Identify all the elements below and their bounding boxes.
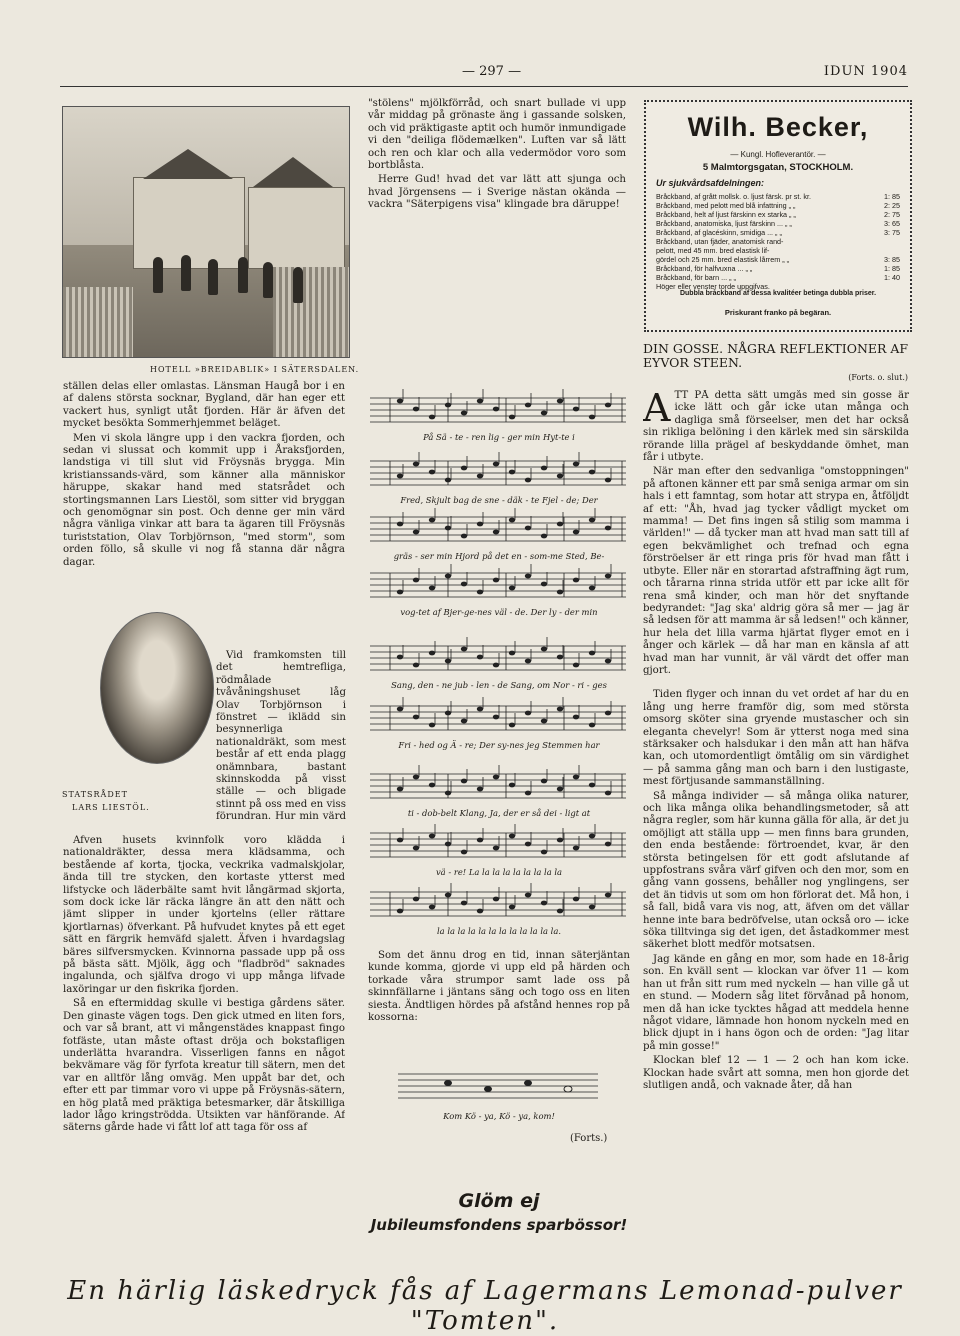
ad-row-price: 2: 25 — [884, 201, 900, 210]
hotel-photo — [62, 106, 350, 358]
paragraph: Herre Gud! hvad det var lätt att sjunga och hvad Jörgensens — i Sverige nästan okända — vackra "Säterpigens visa" klingade bra däruppe! — [368, 174, 626, 211]
ad-title: Wilh. Becker, — [687, 112, 869, 142]
ad-row — [656, 264, 900, 273]
paragraph: Så många individer — så många olika naturer, och lika många olika behandlingsmetoder, så att några regler, som här kunna gälla för alla, är det ju omöjligt att ställa upp — men finns bara grunden, den enda bestående: förtroendet, kvar, är den största betingelsen för ett godt afslutande af uppfostrans svåra värf gifven och den mor, som en gång vann gossens, behåller nog ynglingens, ser det än tidvis ut som om hon förlorat det. Må hon, i så fall, bidå vara vis nog, att, äfven om det vällar henne inte bara bedröfvelse, utan också oro — icke söka tilltvinga sig det igen, det åstadkommer mest säkerhet blott medför motsatsen. — [643, 790, 909, 951]
ad-row — [656, 201, 900, 210]
paragraph: "stölens" mjölkförråd, och snart bullade vi upp vår middag på grönaste äng i gassande solsken, och vid präktigaste aptit och humör inmundigade vi den "deiliga flödemælken". Luften var så lätt och ren och klar och alla vedermödor voro som bortblåsta. — [368, 98, 626, 172]
column-1-bottom — [63, 835, 345, 1255]
photo-roof-left — [143, 149, 233, 179]
column-1-wrap — [216, 650, 346, 822]
music-lyric: Fri - hed og Ä - re; Der sy-nes jeg Stemmen har — [398, 740, 600, 750]
ad-row-text: Bråckband, helt af ljust färskinn ex starka „ „ — [656, 210, 796, 219]
ad-row-price: 3: 75 — [884, 228, 900, 237]
issue-label: IDUN 1904 — [823, 64, 908, 79]
glom-ej-notice — [368, 1190, 630, 1234]
music-lyric: ti - dob-belt Klang, Ja, der er så dei - ligt at — [407, 808, 591, 818]
ad-row-text: gördel och 25 mm. bred elastisk lårrem „ „ — [656, 255, 790, 264]
photo-fence-left — [63, 287, 133, 357]
page-header — [0, 64, 960, 84]
becker-advertisement — [644, 100, 912, 332]
page-number: — 297 — — [462, 64, 522, 79]
column-1-top — [63, 381, 345, 571]
dropcap: A — [643, 390, 671, 430]
paragraph: Vid framkomsten till det hemtrefliga, rödmålade tvåvåningshuset låg Olav Torbjörnson i fönstret — iklädd sin besynnerliga nationaldräkt, som mest består af ett enda plagg onämnbara, bastant skinnskodda på visst ställe — och bligade stinnt på oss med en viss förundran. Hur min värd — [216, 650, 346, 822]
ad-row-text: Bråckband, utan fjäder, anatomisk rand- — [656, 237, 784, 246]
music-lyric: Fred, Skjult bag de sne - däk - te Fjel - de; Der — [400, 495, 598, 505]
music-lyric: På Sä - te - ren lig - ger min Hyt-te i — [423, 432, 575, 442]
ad-row-text: Bråckband, för halfvuxna ... „ „ — [656, 264, 753, 273]
ad-row-price: 3: 85 — [884, 255, 900, 264]
paragraph: Så en eftermiddag skulle vi bestiga gårdens säter. Den ginaste vägen togs. Den gick utmed en liten fors, och var så brant, att vi mångenstädes knappast fingo fotfäste, utan måste oftast dröja och bokstafligen underlätta hvarandra. Visserligen fanns en något bekvämare väg för fyrfota kreatur till sätern, men det var en alltför lång omväg. Men uppåt bar det, och efter ett par timmar voro vi uppe på Fröysnäs-sätern, en hög platå med präktiga betesmarker, där åtskilliga lador lågo kringströdda. Utsikten var hänförande. Af säterns gårde hade vi fått lof att taga för oss af — [63, 998, 345, 1134]
ad-row — [656, 219, 900, 228]
portrait-caption-2: LARS LIESTÖL. — [72, 803, 150, 812]
ad-note: Dubbla bråckband af dessa kvalitéer betinga dubbla priser. — [679, 290, 877, 297]
paragraph: Äfven husets kvinnfolk voro klädda i nationaldräkter, dessa mera klädsamma, och bestående af korta, tjocka, veckrika vadmalskjolar, ända till tre stycken, den kortaste ytterst med lifstycke och läderbälte samt hvit långärmad skjorta, som dock icke lär räcka längre än att den nätt och jämt slipper in under kjortelns (eller rättare kjortlarnas) öfverkant. På hufvudet knytes på ett eget sätt en färgrik hemväfd sjalett. Äfven i hvardagslag bäres silfversmycken. Kvinnorna passade upp på oss på bästa sätt. Mjölk, ägg och "fladbröd" saknades ingalunda, och själfva drogo vi upp många lifvade laxöringar ur den fiskrika fjorden. — [63, 835, 345, 995]
photo-person — [238, 257, 248, 293]
ad-row-text: Bråckband, med pelott med blå infattning „ „ — [656, 201, 796, 210]
article-headline: DIN GOSSE. NÅGRA REFLEKTIONER AF EYVOR STEEN. — [643, 341, 909, 370]
photo-caption: HOTELL »BREIDABLIK» I SÄTERSDALEN. — [150, 365, 360, 374]
photo-person — [263, 262, 273, 298]
photo-fence-right — [273, 267, 349, 357]
call-lyric: Kom Kö - ya, Kö - ya, kom! — [443, 1111, 555, 1121]
ad-row-text: Bråckband, för barn ... „ „ — [656, 273, 736, 282]
lemonade-footer-ad: En härlig läskedryck fås af Lagermans Lemonad-pulver "Tomten". — [67, 1276, 903, 1336]
paragraph: Som det ännu drog en tid, innan säterjäntan kunde komma, gjorde vi upp eld på härden och torkade våra strumpor samt lade oss på skinnfällarne i jäntans säng och togo oss en liten siesta. Ändtligen hördes på afstånd hennes rop på kossorna: — [368, 950, 630, 1024]
ad-row — [656, 237, 900, 246]
paragraph: Klockan blef 12 — 1 — 2 och han kom icke. Klockan hade svårt att somna, men hon gjorde det slutligen andå, och vaknade åter, då han — [643, 1055, 909, 1091]
photo-house-right — [248, 187, 345, 269]
header-rule — [60, 86, 908, 87]
ad-row — [656, 210, 900, 219]
glom-line-1: Glöm ej — [458, 1190, 540, 1212]
ad-pricelist: Priskurant franko på begäran. — [724, 308, 832, 317]
photo-person — [293, 267, 303, 303]
column-3-body — [643, 390, 909, 1260]
paragraph: Tiden flyger och innan du vet ordet af har du en lång ung herre framför dig, som med största omsorg sköter sina gryende mustascher och sin eleganta chevelyr! Som är ytterst noga med sina stärksaker och halsdukar i den mån att han häfva kan, och utomordentligt ömtålig om sin värdighet — på samma gång man och barn i den lustigaste, mest förtjusande sammanställning. — [643, 689, 909, 788]
photo-person — [153, 257, 163, 293]
ad-row-price: 3: 65 — [884, 219, 900, 228]
paragraph: När man efter den sedvanliga "omstoppningen" på aftonen känner ett par små seniga armar om sin hals i ett famntag, som hotar att strypa en, åtföljdt af ett: "Åh, hvad jag tycker vådligt mycket om mamma! — Det fins ingen så stilig som mamma i världen!" — då tycker man att hvad man satt till af egen bekvämlighet och trefnad och egna förströelser är ett ringa pris för hvad man fått i utbyte. Eller när en storartad afstraffning ägt rum, och tårarna rinna strida utför ett par icke allt för rena små kinder, och man hör det snyftande bedyrandet: "Jag ska' aldrig göra så mer — jag är så ledsen för att mamma är så ledsen!" och känner, hur hela det lilla varma hjärtat flyger emot en i ånger och kärlek — då har man en känsla af att hvad man har vunnit, är väl värdt det offer man gjort. — [643, 466, 909, 676]
music-lyric: vog-tet af Bjer-ge-nes väl - de. Der ly - der min — [400, 607, 598, 617]
ad-row — [656, 246, 900, 255]
forts-label: (Forts.) — [570, 1133, 608, 1144]
paragraph: Men vi skola längre upp i den vackra fjorden, och sedan vi slussat och kommit upp i Åraksfjorden, landstiga vi till slut vid Fröysnäs brygga. Min kristianssands-värd, som känner alla människor häruppe, skakar hand med statsrådet och stortingsmannen Lars Liestöl, som sitter vid bryggan och genomögnar sin post. Och denne ger min värd några vänliga vinkar att bara ta ägaren till Fröysnäs turiststation, Olav Torbjörnson, "med storm", som orden föllo, så skulle vi nog få stanna där några dagar. — [63, 432, 345, 568]
paragraph: Jag kände en gång en mor, som hade en 18-årig son. En kväll sent — klockan var öfver 11 — kom han ut från sitt rum med nyckeln — han ville gå ut en stund. — Modern såg litet förvånad på honom, men då han icke tycktes hågad att meddela henne något vidare, lämnade hon honom nyckeln med en blick djupt in i hans ögon och de orden: "Jag litar på min gosse!" — [643, 953, 909, 1052]
music-lyric: Sang, den - ne jub - len - de Sang, om Nor - ri - ges — [391, 680, 607, 690]
ad-row-price: 1: 40 — [884, 273, 900, 282]
ad-row-text: Bråckband, af grått mollsk. o. ljust färsk. pr st. kr. — [656, 192, 811, 201]
glom-line-2: Jubileumsfondens sparbössor! — [370, 1216, 628, 1234]
ad-row-price: 1: 85 — [884, 264, 900, 273]
ad-row-text: Bråckband, anatomiska, ljust färskinn ... „ „ — [656, 219, 792, 228]
photo-person — [181, 255, 191, 291]
ad-section: Ur sjukvårdsafdelningen: — [656, 178, 765, 188]
article-forts: (Forts. o. slut.) — [848, 373, 908, 382]
ad-row — [656, 192, 900, 201]
music-lyric: la la la la la la la la la la la la. — [436, 926, 561, 936]
photo-roof-right — [253, 157, 333, 187]
ad-row-price: 2: 75 — [884, 210, 900, 219]
paragraph: TT PÅ detta sätt umgås med sin gosse är icke lätt och går icke utan många och dagliga små förseelser, men det har också sin rikliga belöning i den kärlek med sin särskilda rörande lilla prägel af beskyddande ömhet, man får i utbyte. — [643, 390, 909, 464]
ad-row — [656, 273, 900, 282]
ad-row-text: Bråckband, af glacéskinn, smidiga ... „ „ — [656, 228, 782, 237]
paragraph: ställen delas eller omlastas. Länsman Haugå bor i en af dalens största socknar, Bygland, där han eger ett vackert hus, synligt utåt fjorden. Här är äfven det mycket besökta Sommerhjemmet beläget. — [63, 381, 345, 430]
ad-row — [656, 255, 900, 264]
ad-subtitle: — Kungl. Hofleverantör. — — [730, 150, 826, 159]
portrait-caption-1: STATSRÅDET — [62, 790, 128, 799]
portrait-photo — [100, 612, 214, 764]
ad-row-text: Höger eller venster torde uppgifvas. — [656, 282, 770, 291]
call-staff — [398, 1068, 598, 1108]
music-lyric: gräs - ser min Hjord på det en - som-me Sted, Be- — [393, 551, 605, 561]
column-2-after — [368, 950, 630, 1026]
column-2-intro — [368, 98, 626, 214]
photo-person — [208, 259, 218, 295]
ad-address: 5 Malmtorgsgatan, STOCKHOLM. — [702, 162, 854, 173]
ad-row-price: 1: 85 — [884, 192, 900, 201]
ad-row-text: pelott, med 45 mm. bred elastisk lif- — [656, 246, 770, 255]
ad-row — [656, 228, 900, 237]
music-lyric: vä - re! La la la la la la la la la — [435, 867, 563, 877]
